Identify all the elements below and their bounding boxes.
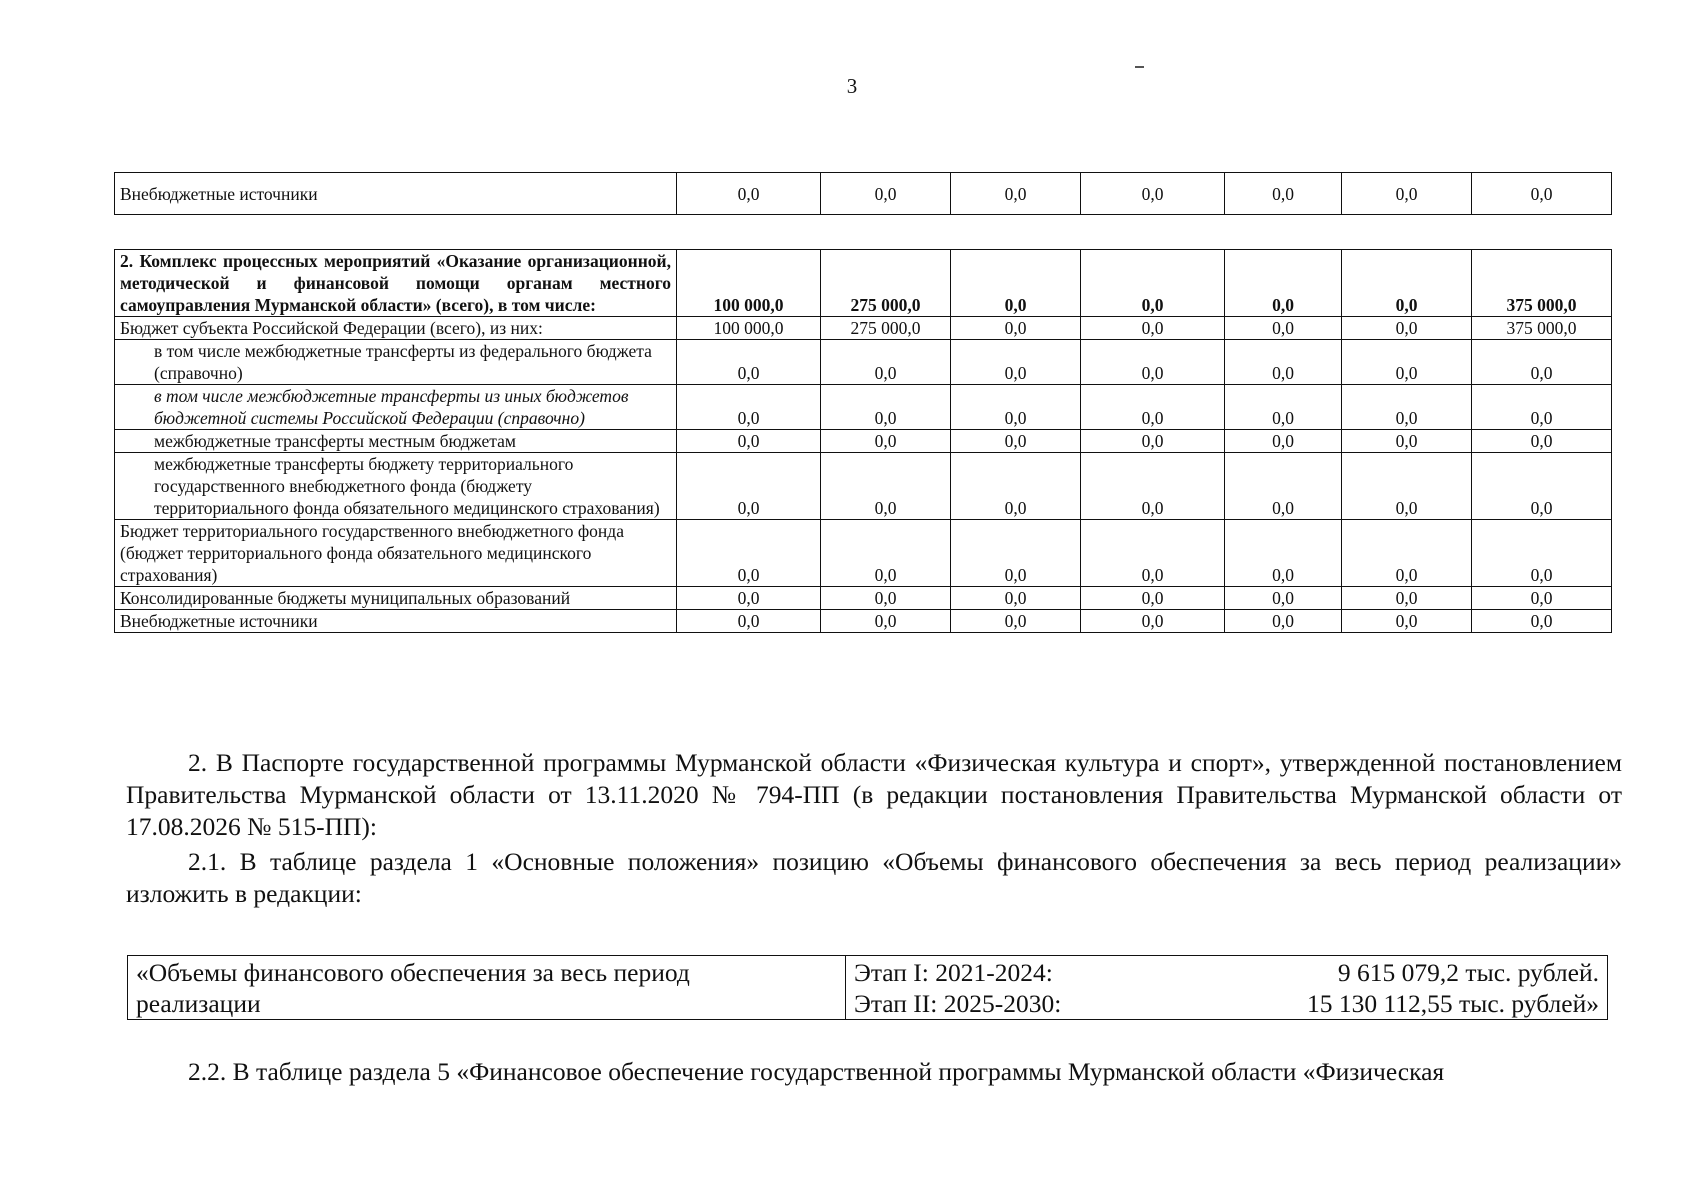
cell-value: 100 000,0 xyxy=(677,250,821,317)
cell-value: 0,0 xyxy=(1081,385,1225,430)
cell-value: 0,0 xyxy=(951,587,1081,610)
volume-label xyxy=(128,956,846,1020)
cell-value: 0,0 xyxy=(1081,430,1225,453)
cell-value: 0,0 xyxy=(1225,250,1342,317)
cell-value: 0,0 xyxy=(1472,430,1612,453)
cell-value: 0,0 xyxy=(1472,173,1612,215)
cell-value: 0,0 xyxy=(1225,317,1342,340)
cell-value: 0,0 xyxy=(1342,453,1472,520)
cell-value: 0,0 xyxy=(677,587,821,610)
cell-value: 0,0 xyxy=(821,430,951,453)
paragraph-text: 2.2. В таблице раздела 5 «Финансовое обеспечение государственной программы Мурманской области «Физическая xyxy=(188,1057,1445,1086)
sum-2: 15 130 112,55 тыс. рублей» xyxy=(1306,989,1599,1018)
paragraph-2-2 xyxy=(126,1056,1622,1088)
table-row xyxy=(115,520,1612,587)
cell-value: 0,0 xyxy=(1225,610,1342,633)
table-row xyxy=(115,317,1612,340)
cell-value: 0,0 xyxy=(1342,317,1472,340)
cell-value: 0,0 xyxy=(951,430,1081,453)
cell-value: 0,0 xyxy=(677,173,821,215)
table-row xyxy=(128,956,1608,1020)
cell-value: 0,0 xyxy=(951,610,1081,633)
cell-value: 0,0 xyxy=(1472,453,1612,520)
cell-value: 375 000,0 xyxy=(1472,250,1612,317)
cell-value: 275 000,0 xyxy=(821,317,951,340)
cell-value: 0,0 xyxy=(677,520,821,587)
row-label: Бюджет территориального государственного внебюджетного фонда (бюджет территориального фонда обязательного медицинского страхования) xyxy=(115,520,677,587)
cell-value: 0,0 xyxy=(951,173,1081,215)
cell-value: 0,0 xyxy=(821,610,951,633)
cell-value: 0,0 xyxy=(677,453,821,520)
cell-value: 0,0 xyxy=(1342,430,1472,453)
cell-value: 0,0 xyxy=(951,385,1081,430)
cell-value: 0,0 xyxy=(1342,385,1472,430)
cell-value: 0,0 xyxy=(821,453,951,520)
cell-value: 0,0 xyxy=(821,520,951,587)
cell-value: 0,0 xyxy=(951,317,1081,340)
cell-value: 0,0 xyxy=(1225,453,1342,520)
cell-value: 0,0 xyxy=(1225,385,1342,430)
table-row xyxy=(115,453,1612,520)
cell-value: 375 000,0 xyxy=(1472,317,1612,340)
row-label: 2. Комплекс процессных мероприятий «Оказание организационной, методической и финансовой помощи органам местного самоуправления Мурманской области» (всего), в том числе: xyxy=(115,250,677,317)
sums-cell xyxy=(1258,956,1608,1020)
cell-value: 0,0 xyxy=(1342,250,1472,317)
financing-table-top xyxy=(114,172,1612,215)
cell-value: 0,0 xyxy=(1225,520,1342,587)
cell-value: 0,0 xyxy=(1225,340,1342,385)
row-label: межбюджетные трансферты местным бюджетам xyxy=(115,430,677,453)
stages-cell xyxy=(846,956,1258,1020)
row-label: в том числе межбюджетные трансферты из иных бюджетов бюджетной системы Российской Федерации (справочно) xyxy=(115,385,677,430)
cell-value: 0,0 xyxy=(1081,587,1225,610)
page-number: 3 xyxy=(846,74,858,98)
cell-value: 0,0 xyxy=(821,340,951,385)
row-label: Бюджет субъекта Российской Федерации (всего), из них: xyxy=(115,317,677,340)
cell-value: 0,0 xyxy=(1081,610,1225,633)
table-row xyxy=(115,173,1612,215)
cell-value: 0,0 xyxy=(951,520,1081,587)
volume-label-line: реализации xyxy=(136,989,261,1018)
cell-value: 275 000,0 xyxy=(821,250,951,317)
table-row xyxy=(115,430,1612,453)
cell-value: 0,0 xyxy=(951,453,1081,520)
row-label: Внебюджетные источники xyxy=(115,173,677,215)
table-row xyxy=(115,610,1612,633)
cell-value: 0,0 xyxy=(1472,385,1612,430)
cell-value: 0,0 xyxy=(1225,173,1342,215)
cell-value: 0,0 xyxy=(951,340,1081,385)
sum-1: 9 615 079,2 тыс. рублей. xyxy=(1337,958,1599,987)
cell-value: 0,0 xyxy=(1472,340,1612,385)
cell-value: 0,0 xyxy=(821,587,951,610)
paragraph-2-1 xyxy=(126,846,1622,910)
volume-label-line: «Объемы финансового обеспечения за весь период xyxy=(136,958,690,987)
cell-value: 0,0 xyxy=(1081,520,1225,587)
cell-value: 0,0 xyxy=(1472,587,1612,610)
paragraph-text: 2. В Паспорте государственной программы Мурманской области «Физическая культура и спорт», утвержденной постановлением Правительства Мурманской области от 13.11.2020 № 794-ПП (в редакции постановления Правительства Мурманской области от 17.08.2026 № 515-ПП): xyxy=(126,748,1622,841)
cell-value: 0,0 xyxy=(1342,520,1472,587)
row-label: Внебюджетные источники xyxy=(115,610,677,633)
cell-value: 0,0 xyxy=(951,250,1081,317)
stage-1: Этап I: 2021-2024: xyxy=(854,958,1053,987)
cell-value: 0,0 xyxy=(677,340,821,385)
cell-value: 0,0 xyxy=(1225,430,1342,453)
cell-value: 0,0 xyxy=(1081,340,1225,385)
paragraph-2 xyxy=(126,747,1622,843)
cell-value: 0,0 xyxy=(1225,587,1342,610)
cell-value: 0,0 xyxy=(1081,317,1225,340)
cell-value: 0,0 xyxy=(1342,340,1472,385)
cell-value: 0,0 xyxy=(1342,173,1472,215)
row-label: межбюджетные трансферты бюджету территориального государственного внебюджетного фонда (бюджету территориального фонда обязательного медицинского страхования) xyxy=(115,453,677,520)
cell-value: 0,0 xyxy=(1342,587,1472,610)
cell-value: 100 000,0 xyxy=(677,317,821,340)
table-row xyxy=(115,340,1612,385)
table-row xyxy=(115,250,1612,317)
row-label: Консолидированные бюджеты муниципальных образований xyxy=(115,587,677,610)
table-row xyxy=(115,385,1612,430)
stage-2: Этап II: 2025-2030: xyxy=(854,989,1062,1018)
cell-value: 0,0 xyxy=(677,430,821,453)
financing-volume-table xyxy=(127,955,1608,1020)
row-label: в том числе межбюджетные трансферты из федерального бюджета (справочно) xyxy=(115,340,677,385)
paragraph-text: 2.1. В таблице раздела 1 «Основные положения» позицию «Объемы финансового обеспечения за весь период реализации» изложить в редакции: xyxy=(126,847,1622,908)
cell-value: 0,0 xyxy=(821,173,951,215)
cell-value: 0,0 xyxy=(1472,520,1612,587)
cell-value: 0,0 xyxy=(821,385,951,430)
cell-value: 0,0 xyxy=(1472,610,1612,633)
cell-value: 0,0 xyxy=(1081,453,1225,520)
cell-value: 0,0 xyxy=(677,385,821,430)
cell-value: 0,0 xyxy=(677,610,821,633)
cell-value: 0,0 xyxy=(1081,173,1225,215)
scan-artifact xyxy=(1135,66,1144,68)
cell-value: 0,0 xyxy=(1081,250,1225,317)
table-row xyxy=(115,587,1612,610)
cell-value: 0,0 xyxy=(1342,610,1472,633)
financing-table-main xyxy=(114,249,1612,633)
